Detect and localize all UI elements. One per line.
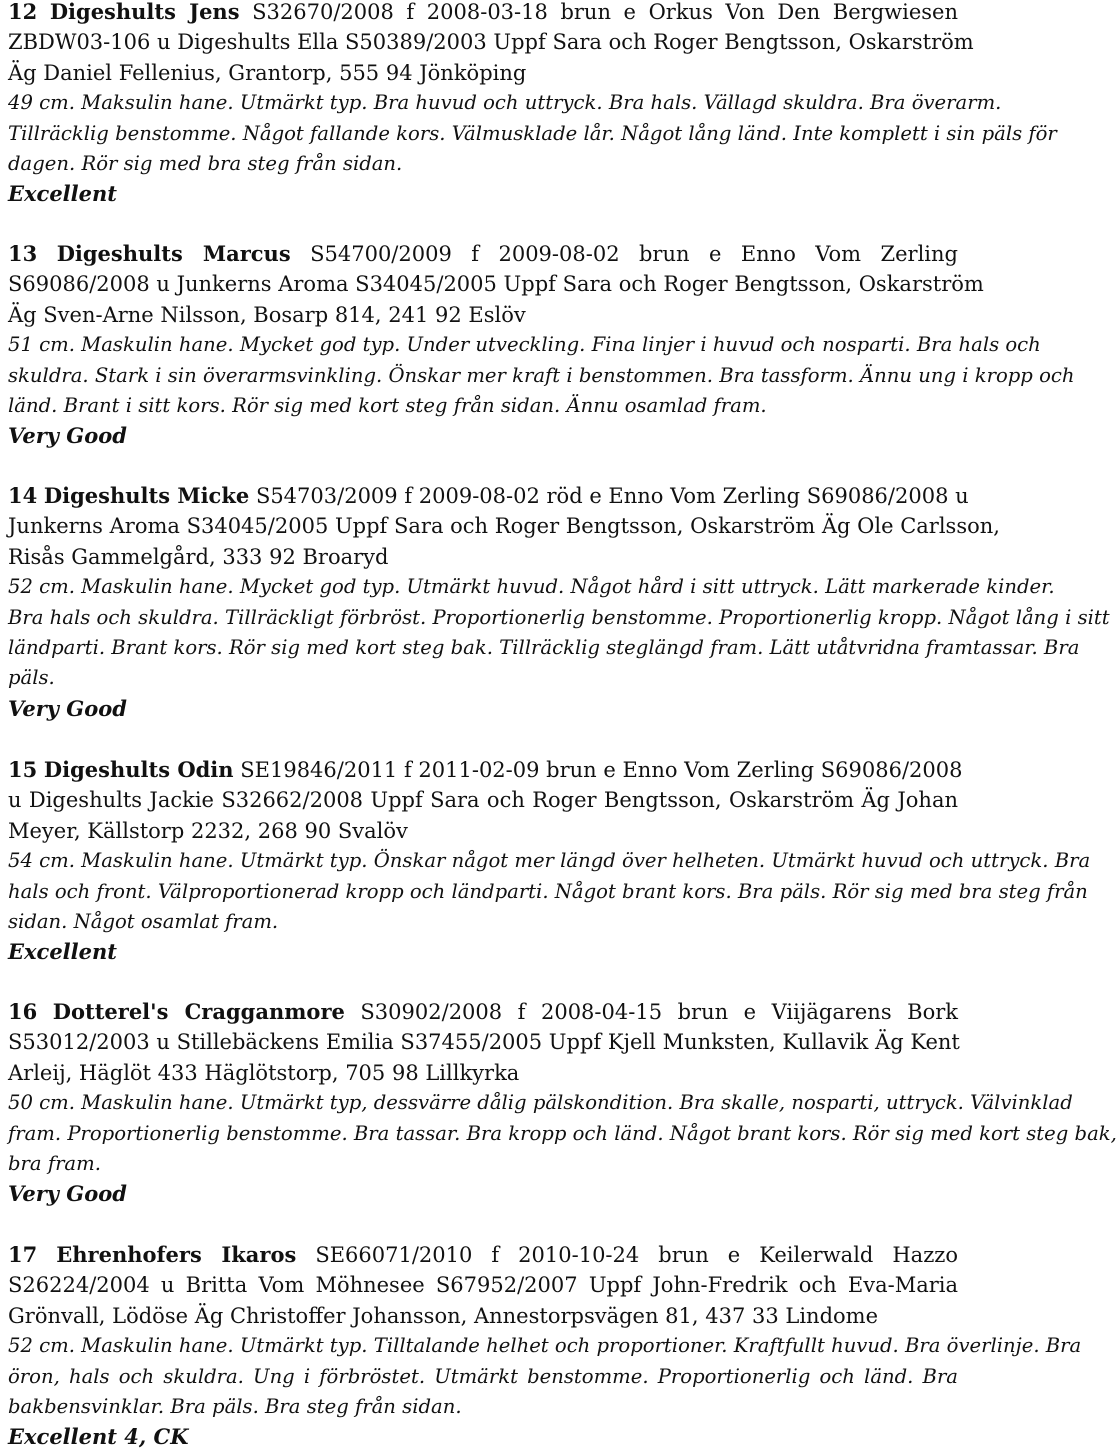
critique-line: 49 cm. Maksulin hane. Utmärkt typ. Bra huvud och uttryck. Bra hals. Vällagd skuldra. Bra överarm. [8, 91, 1002, 115]
critique-line: 54 cm. Maskulin hane. Utmärkt typ. Önskar något mer längd över helheten. Utmärkt huvud och uttryck. Bra [8, 849, 1091, 873]
entry-header-line: u Digeshults Jackie S32662/2008 Uppf Sara och Roger Bengtsson, Oskarström Äg Johan [8, 788, 958, 813]
critique-line: 50 cm. Maskulin hane. Utmärkt typ, dessvärre dålig pälskondition. Bra skalle, nosparti, uttryck. Välvinklad [8, 1091, 1073, 1115]
critique [8, 330, 1075, 421]
registration-info: S54703/2009 f 2009-08-02 röd e Enno Vom Zerling S69086/2008 u [255, 484, 969, 508]
entry-header-line: Äg Sven-Arne Nilsson, Bosarp 814, 241 92 Eslöv [8, 302, 526, 327]
critique [8, 1331, 1082, 1422]
critique-line: Tillräcklig benstomme. Något fallande kors. Välmusklade lår. Något lång länd. Inte komplett i sin päls för [8, 121, 1057, 145]
critique [8, 572, 1110, 694]
dog-name: Digeshults Marcus [56, 241, 291, 266]
grade: Excellent 4, CK [8, 1424, 189, 1450]
registration-info: S54700/2009 f 2009-08-02 brun e Enno Vom Zerling [310, 242, 958, 266]
dog-name: Digeshults Odin [43, 757, 234, 782]
entry-header-line [8, 239, 958, 269]
grade: Excellent [8, 181, 117, 207]
entry-header-line [8, 997, 958, 1027]
critique-line: fram. Proportionerlig benstomme. Bra tassar. Bra kropp och länd. Något brant kors. Rör sig med kort steg bak, [8, 1121, 1117, 1145]
critique-line: 52 cm. Maskulin hane. Utmärkt typ. Tilltalande helhet och proportioner. Kraftfullt huvud. Bra överlinje. Bra [8, 1334, 1082, 1358]
critique-line: päls. [8, 666, 55, 690]
critique [8, 1088, 1117, 1179]
entry-header-line: ZBDW03-106 u Digeshults Ella S50389/2003 Uppf Sara och Roger Bengtsson, Oskarström [8, 30, 974, 55]
entry-header-line [8, 755, 963, 785]
entry-header-line: Meyer, Källstorp 2232, 268 90 Svalöv [8, 818, 408, 843]
entry-16 [8, 997, 1117, 1210]
critique-line: skuldra. Stark i sin överarmsvinkling. Önskar mer kraft i benstommen. Bra tassform. Ännu ung i kropp och [8, 363, 1075, 387]
registration-info: SE19846/2011 f 2011-02-09 brun e Enno Vom Zerling S69086/2008 [240, 758, 963, 782]
entry-number: 15 [8, 757, 38, 782]
grade: Very Good [8, 695, 127, 721]
grade: Very Good [8, 1181, 127, 1207]
dog-name: Dotterel's Cragganmore [52, 999, 345, 1024]
entry-number: 13 [8, 241, 38, 266]
entry-12 [8, 0, 1057, 210]
critique-line: hals och front. Välproportionerad kropp och ländparti. Något brant kors. Bra päls. Rör sig med bra steg från [8, 879, 1088, 903]
entry-header-line: Grönvall, Lödöse Äg Christoffer Johansson, Annestorpsvägen 81, 437 33 Lindome [8, 1303, 879, 1328]
grade: Very Good [8, 423, 127, 449]
critique-line: dagen. Rör sig med bra steg från sidan. [8, 151, 403, 175]
entry-15 [8, 755, 1091, 968]
critique [8, 846, 1091, 937]
dog-name: Ehrenhofers Ikaros [56, 1242, 297, 1267]
entry-header-line [8, 481, 969, 511]
grade: Excellent [8, 939, 117, 965]
critique-line: 51 cm. Maskulin hane. Mycket god typ. Under utveckling. Fina linjer i huvud och nosparti. Bra hals och [8, 333, 1041, 357]
critique-line: länd. Brant i sitt kors. Rör sig med kort steg från sidan. Ännu osamlad fram. [8, 393, 767, 417]
entry-header-line [8, 0, 958, 27]
dog-name: Digeshults Micke [43, 483, 250, 508]
entry-17 [8, 1240, 1082, 1453]
critique-line: Bra hals och skuldra. Tillräckligt förbröst. Proportionerlig benstomme. Proportionerlig kropp. Något lång i sitt [8, 605, 1110, 629]
entry-number: 16 [8, 999, 38, 1024]
entry-header-line: Junkerns Aroma S34045/2005 Uppf Sara och Roger Bengtsson, Oskarström Äg Ole Carlsson, [8, 514, 1000, 539]
critique-line: sidan. Något osamlat fram. [8, 909, 279, 933]
entry-header-line: Risås Gammelgård, 333 92 Broaryd [8, 544, 389, 569]
critique-line: bakbensvinklar. Bra päls. Bra steg från sidan. [8, 1394, 462, 1418]
entry-number: 17 [8, 1242, 38, 1267]
dog-name: Digeshults Jens [49, 0, 240, 24]
entry-header-line [8, 1240, 958, 1270]
registration-info: SE66071/2010 f 2010-10-24 brun e Keilerwald Hazzo [315, 1243, 958, 1267]
entry-13 [8, 239, 1075, 452]
critique [8, 88, 1057, 179]
entry-number: 14 [8, 483, 38, 508]
critique-line: ländparti. Brant kors. Rör sig med kort steg bak. Tillräcklig steglängd fram. Lätt utåtvridna framtassar. Bra [8, 635, 1080, 659]
entry-14 [8, 481, 1110, 724]
critique-line: 52 cm. Maskulin hane. Mycket god typ. Utmärkt huvud. Något hård i sitt uttryck. Lätt markerade kinder. [8, 575, 1055, 599]
entry-header-line: Äg Daniel Fellenius, Grantorp, 555 94 Jönköping [8, 60, 527, 85]
entry-header-line: S53012/2003 u Stillebäckens Emilia S37455/2005 Uppf Kjell Munksten, Kullavik Äg Kent [8, 1030, 960, 1055]
entry-header-line: Arleij, Häglöt 433 Häglötstorp, 705 98 Lillkyrka [8, 1060, 520, 1085]
entry-header-line: S69086/2008 u Junkerns Aroma S34045/2005 Uppf Sara och Roger Bengtsson, Oskarström [8, 272, 984, 297]
critique-line: öron, hals och skuldra. Ung i förbröstet. Utmärkt benstomme. Proportionerlig och länd. Bra [8, 1364, 958, 1388]
entry-number: 12 [8, 0, 38, 24]
registration-info: S30902/2008 f 2008-04-15 brun e Viijägarens Bork [360, 1000, 958, 1024]
entry-header-line: S26224/2004 u Britta Vom Möhnesee S67952/2007 Uppf John-Fredrik och Eva-Maria [8, 1273, 958, 1298]
registration-info: S32670/2008 f 2008-03-18 brun e Orkus Von Den Bergwiesen [252, 0, 958, 24]
critique-line: bra fram. [8, 1151, 101, 1175]
